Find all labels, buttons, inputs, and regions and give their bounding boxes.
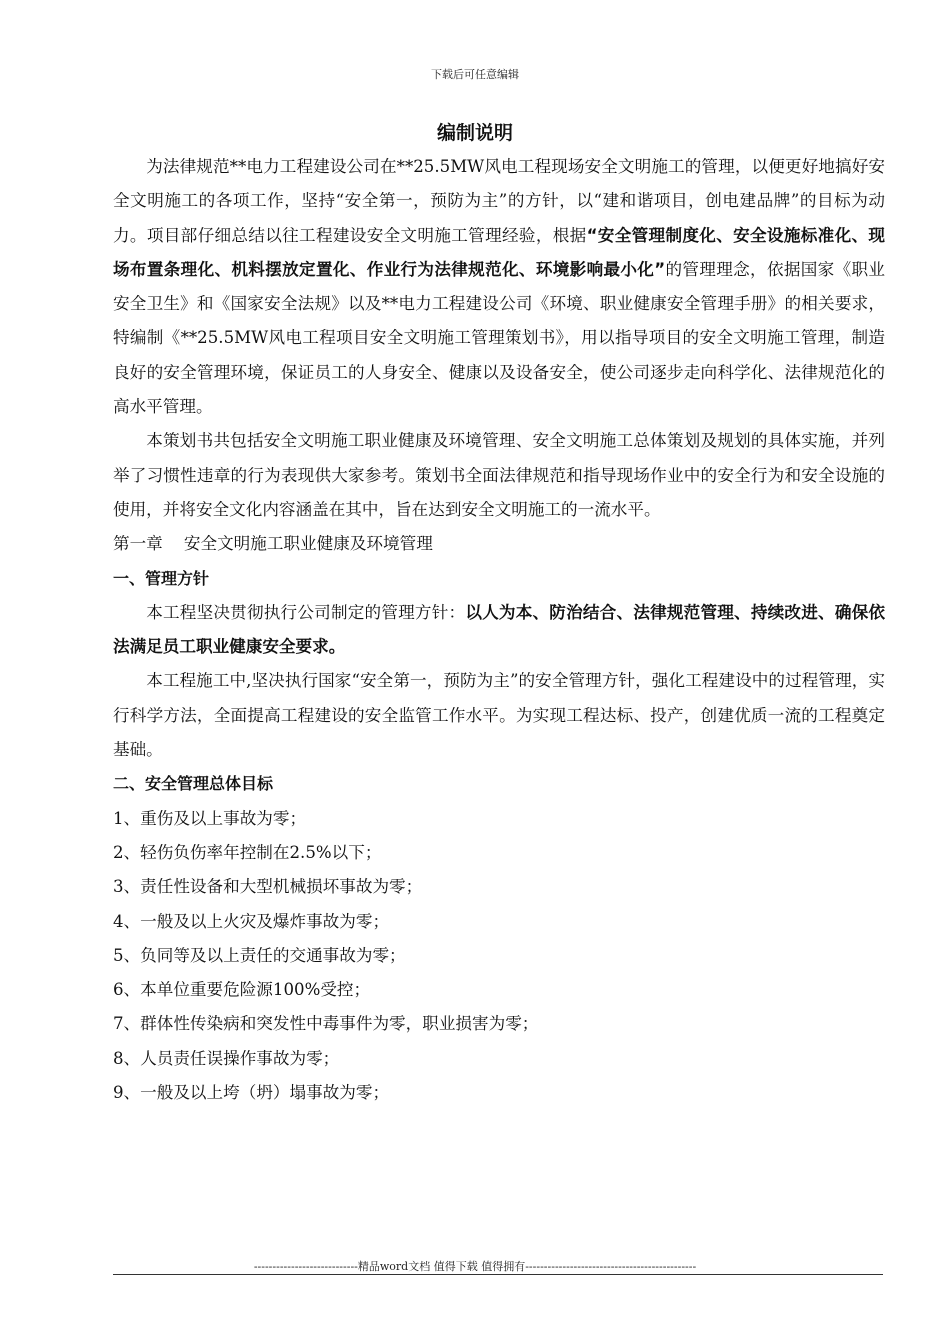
page-header: 下载后可任意编辑 bbox=[431, 68, 519, 81]
goal-item: 7、群体性传染病和突发性中毒事件为零，职业损害为零； bbox=[113, 1014, 539, 1034]
document-title: 编制说明 bbox=[436, 122, 513, 144]
policy-paragraph-1 bbox=[113, 596, 885, 665]
intro-paragraph-1 bbox=[113, 150, 885, 424]
policy-bold-text: 以人为本、防治结合、法律规范管理、持续改进、确保依法满足员工职业健康安全要求。 bbox=[113, 602, 886, 657]
goal-item: 2、轻伤负伤率年控制在2.5%以下； bbox=[113, 842, 382, 862]
goal-item: 1、重伤及以上事故为零； bbox=[113, 808, 307, 828]
intro-paragraph-2: 本策划书共包括安全文明施工职业健康及环境管理、安全文明施工总体策划及规划的具体实施，并列举了习惯性违章的行为表现供大家参考。策划书全面法律规范和指导现场作业中的安全行为和安全设施的使用，并将安全文化内容涵盖在其中，旨在达到安全文明施工的一流水平。 bbox=[113, 431, 885, 519]
document-body bbox=[113, 150, 885, 1110]
policy-paragraph-2: 本工程施工中,坚决执行国家“安全第一，预防为主”的安全管理方针，强化工程建设中的过程管理，实行科学方法，全面提高工程建设的安全监管工作水平。为实现工程达标、投产，创建优质一流的工程奠定基础。 bbox=[113, 671, 885, 760]
section-heading-policy: 一、管理方针 bbox=[113, 568, 210, 588]
goal-item: 8、人员责任误操作事故为零； bbox=[113, 1048, 340, 1068]
goal-item: 4、一般及以上火灾及爆炸事故为零； bbox=[113, 911, 390, 931]
policy-text-a: 本工程坚决贯彻执行公司制定的管理方针： bbox=[146, 602, 466, 622]
intro-text-b: 的管理理念，依据国家《职业安全卫生》和《国家安全法规》以及**电力工程建设公司《环境、职业健康安全管理手册》的相关要求，特编制《**25.5MW风电工程项目安全文明施工管理策划书》，用以指导项目的安全文明施工管理，制造良好的安全管理环境，保证员工的人身安全、健康以及设备安全，使公司逐步走向科学化、法律规范化的高水平管理。 bbox=[113, 259, 886, 417]
page-footer: ----------------------------精品word文档 值得下载 值得拥有---------------------------------------------- bbox=[253, 1260, 697, 1273]
section-heading-goals: 二、安全管理总体目标 bbox=[113, 774, 274, 794]
footer-divider bbox=[113, 1274, 883, 1275]
goal-item: 3、责任性设备和大型机械损坏事故为零； bbox=[113, 877, 423, 897]
intro-bold-principles: “安全管理制度化、安全设施标准化、现场布置条理化、机料摆放定置化、作业行为法律规范化、环境影响最小化” bbox=[113, 225, 886, 279]
chapter-title: 第一章 安全文明施工职业健康及环境管理 bbox=[113, 534, 433, 554]
goal-item: 6、本单位重要危险源100%受控； bbox=[113, 980, 371, 1000]
goal-item: 5、负同等及以上责任的交通事故为零； bbox=[113, 945, 406, 965]
goal-item: 9、一般及以上垮（坍）塌事故为零； bbox=[113, 1083, 390, 1103]
intro-text-a: 为法律规范**电力工程建设公司在**25.5MW风电工程现场安全文明施工的管理，以便更好地搞好安全文明施工的各项工作，坚持“安全第一，预防为主”的方针，以“建和谐项目，创电建品牌”的目标为动力。项目部仔细总结以往工程建设安全文明施工管理经验，根据 bbox=[113, 157, 885, 245]
